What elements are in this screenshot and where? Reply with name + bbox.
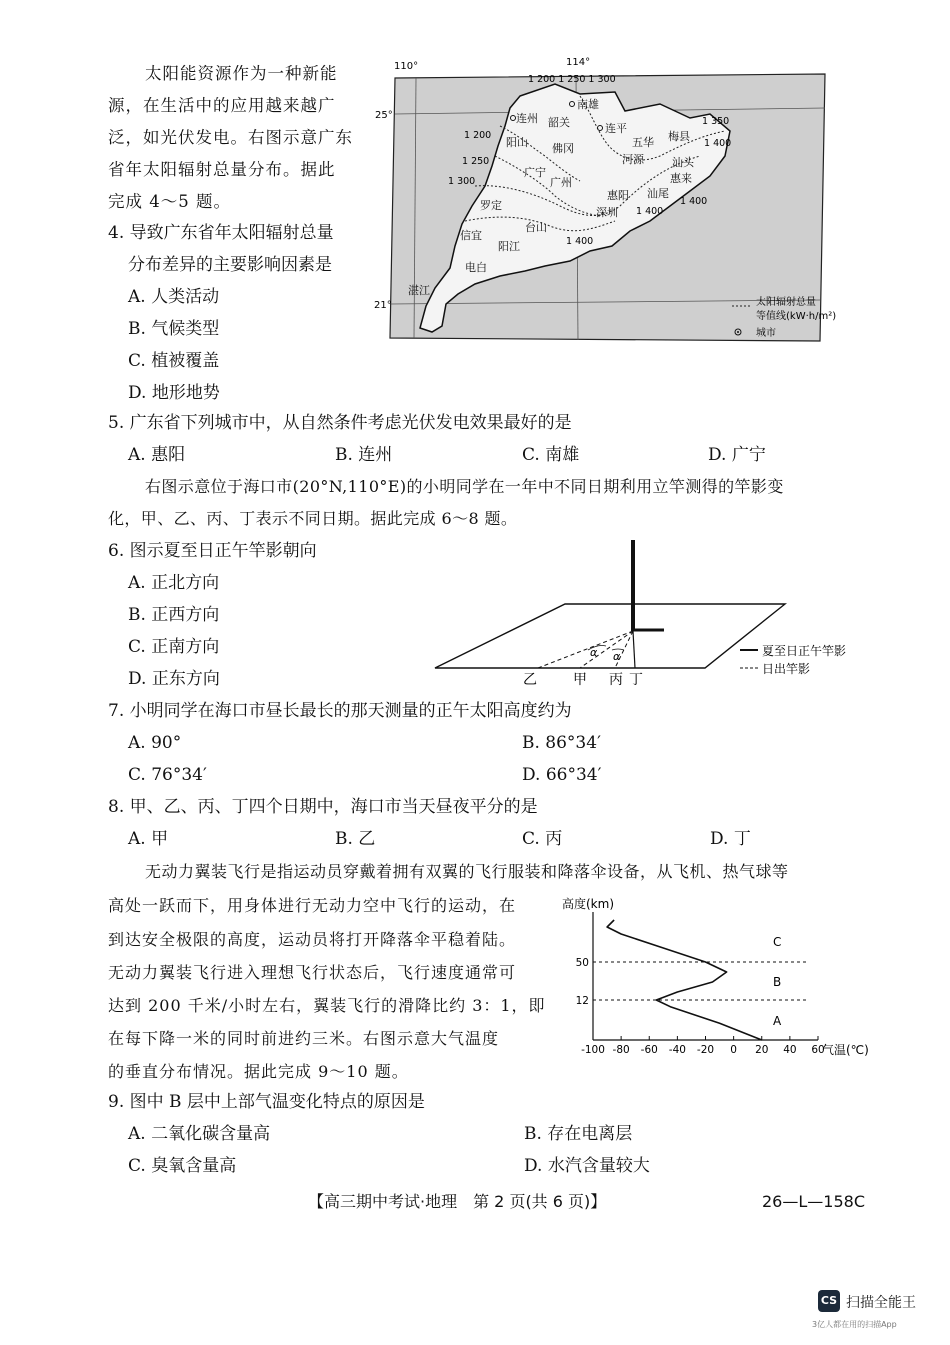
sunrise-shadow-ding: [633, 631, 635, 668]
city-xinyi: 信宜: [460, 229, 482, 242]
y-tick-label: 50: [575, 957, 589, 969]
q6-option-a: A. 正北方向: [128, 573, 220, 593]
city-shenzhen: 深圳: [596, 206, 618, 219]
x-tick-label: -60: [640, 1044, 658, 1056]
city-wuhua: 五华: [632, 136, 654, 149]
q7-option-a: A. 90°: [128, 733, 182, 753]
layer-label-b: B: [773, 975, 782, 989]
q8-option-d: D. 丁: [710, 829, 751, 849]
q8-option-a: A. 甲: [128, 829, 169, 849]
city-lianzhou: 连州: [516, 112, 538, 125]
city-guangzhou: 广州: [550, 176, 572, 189]
sunrise-shadow-jia: [580, 631, 633, 668]
guangdong-map: [374, 56, 880, 346]
isoline-label-1250: 1 250: [462, 156, 490, 167]
city-lianping: 连平: [605, 122, 627, 135]
passage1-line-2: 源，在生活中的应用越来越广: [108, 96, 336, 115]
isoline-label-1400-d: 1 400: [566, 236, 594, 247]
city-dianbai: 电白: [465, 261, 487, 274]
q8-stem: 8. 甲、乙、丙、丁四个日期中，海口市当天昼夜平分的是: [108, 797, 538, 817]
isoline-label-1200: 1 200: [464, 130, 492, 141]
q9-option-a: A. 二氧化碳含量高: [128, 1124, 271, 1144]
q6-stem: 6. 图示夏至日正午竿影朝向: [108, 541, 317, 561]
isoline-label-1400-c: 1 400: [636, 206, 664, 217]
x-tick-label: 0: [730, 1044, 737, 1056]
temperature-curve: [607, 920, 762, 1040]
q4-stem-2: 分布差异的主要影响因素是: [128, 255, 332, 275]
legend-city-label: 城市: [756, 328, 776, 339]
city-nanxiong: 南雄: [577, 98, 599, 111]
city-huilai: 惠来: [670, 172, 692, 185]
city-shanwei: 汕尾: [647, 187, 669, 200]
city-fogang: 佛冈: [552, 142, 574, 155]
x-tick-label: -100: [581, 1044, 605, 1056]
city-shaoguan: 韶关: [548, 116, 570, 129]
layer-label-c: C: [773, 935, 782, 949]
q4-option-a: A. 人类活动: [128, 287, 220, 307]
y-tick-label: 12: [575, 995, 589, 1007]
passage3-line-2: 高处一跃而下，用身体进行无动力空中飞行的运动，在: [108, 896, 517, 915]
city-zhanjiang: 湛江: [408, 284, 430, 297]
scanner-logo-icon: CS: [818, 1290, 840, 1312]
passage1-line-3: 泛，如光伏发电。右图示意广东: [108, 128, 353, 147]
angle-alpha-2: α: [613, 650, 621, 663]
q9-option-b: B. 存在电离层: [524, 1124, 633, 1144]
x-tick-label: -40: [668, 1044, 686, 1056]
footer-code: 26—L—158C: [762, 1192, 865, 1211]
x-tick-label: -80: [612, 1044, 630, 1056]
top-isoline-values: 1 200 1 250 1 300: [528, 74, 616, 85]
legend-dashed-label: 日出竿影: [762, 662, 811, 676]
q7-option-c: C. 76°34′: [128, 765, 207, 785]
isoline-label-1300: 1 300: [448, 176, 476, 187]
point-ding: 丁: [629, 672, 643, 688]
q7-option-d: D. 66°34′: [522, 765, 602, 785]
point-yi: 乙: [523, 672, 537, 688]
legend-isoline-unit: 等值线(kW·h/m²): [756, 311, 837, 322]
q8-option-b: B. 乙: [335, 829, 376, 849]
passage3-line-5: 达到 200 千米/小时左右，翼装飞行的滑降比约 3：1，即: [108, 996, 546, 1015]
scanner-tagline: 3亿人都在用的扫描App: [812, 1320, 897, 1329]
isoline-label-1400-a: 1 400: [704, 138, 732, 149]
lat-21-label: 21°: [374, 300, 392, 311]
q7-option-b: B. 86°34′: [522, 733, 601, 753]
lon-114-label: 114°: [566, 57, 591, 68]
q4-option-c: C. 植被覆盖: [128, 351, 220, 371]
temperature-chart-svg: [560, 890, 885, 1065]
passage3-line-4: 无动力翼装飞行进入理想飞行状态后，飞行速度通常可: [108, 963, 517, 982]
angle-alpha-1: α: [590, 646, 598, 659]
q9-option-c: C. 臭氧含量高: [128, 1156, 237, 1176]
passage3-line-6: 在每下降一米的同时前进约三米。右图示意大气温度: [108, 1029, 500, 1048]
city-meixian: 梅县: [668, 130, 690, 143]
legend-isoline-label: 太阳辐射总量: [756, 297, 816, 308]
city-taishan: 台山: [525, 221, 547, 234]
scanner-app-name: 扫描全能王: [846, 1295, 916, 1311]
city-guangning: 广宁: [524, 166, 546, 179]
x-tick-label: 20: [755, 1044, 769, 1056]
q4-stem-1: 4. 导致广东省年太阳辐射总量: [108, 223, 334, 243]
y-axis-label: 高度(km): [562, 897, 615, 911]
city-yangshan: 阳山: [506, 136, 528, 149]
city-yangjiang: 阳江: [498, 240, 520, 253]
q9-stem: 9. 图中 B 层中上部气温变化特点的原因是: [108, 1092, 425, 1112]
q6-option-c: C. 正南方向: [128, 637, 220, 657]
q9-option-d: D. 水汽含量较大: [524, 1156, 650, 1176]
passage1-line-4: 省年太阳辐射总量分布。据此: [108, 160, 336, 179]
isoline-label-1400-b: 1 400: [680, 196, 708, 207]
isoline-label-1350: 1 350: [702, 116, 730, 127]
passage2-line-2: 化，甲、乙、丙、丁表示不同日期。据此完成 6～8 题。: [108, 509, 518, 528]
passage3-line-3: 到达安全极限的高度，运动员将打开降落伞平稳着陆。: [108, 930, 517, 949]
ground-plane: [435, 604, 785, 668]
q6-option-d: D. 正东方向: [128, 669, 220, 689]
x-tick-label: 60: [811, 1044, 825, 1056]
layer-label-a: A: [773, 1014, 782, 1028]
q6-option-b: B. 正西方向: [128, 605, 220, 625]
passage3-line-7: 的垂直分布情况。据此完成 9～10 题。: [108, 1062, 409, 1081]
lon-110-label: 110°: [394, 61, 419, 72]
city-heyuan: 河源: [622, 153, 644, 166]
x-tick-label: -20: [696, 1044, 715, 1056]
q8-option-c: C. 丙: [522, 829, 563, 849]
passage3-line-1: 无动力翼装飞行是指运动员穿戴着拥有双翼的飞行服装和降落伞设备，从飞机、热气球等: [145, 862, 789, 881]
q5-stem: 5. 广东省下列城市中，从自然条件考虑光伏发电效果最好的是: [108, 413, 572, 433]
city-shantou: 汕头: [672, 156, 694, 169]
passage1-line-1: 太阳能资源作为一种新能: [145, 64, 338, 83]
shadow-figure-svg: [430, 538, 880, 688]
q5-option-b: B. 连州: [335, 445, 393, 465]
legend-solid-label: 夏至日正午竿影: [762, 644, 847, 658]
x-tick-label: 40: [783, 1044, 797, 1056]
q5-option-a: A. 惠阳: [128, 445, 186, 465]
passage2-line-1: 右图示意位于海口市(20°N,110°E)的小明同学在一年中不同日期利用立竿测得的竿影变: [145, 477, 784, 496]
guangdong-map-svg: [374, 56, 880, 346]
temperature-chart: [560, 890, 885, 1065]
q5-option-c: C. 南雄: [522, 445, 580, 465]
lat-25-label: 25°: [375, 110, 393, 121]
legend-city-icon-dot: [737, 331, 739, 333]
city-huiyang: 惠阳: [607, 189, 629, 202]
q5-option-d: D. 广宁: [708, 445, 766, 465]
passage1-line-5: 完成 4～5 题。: [108, 192, 231, 211]
point-jia: 甲: [573, 672, 587, 688]
x-axis-label: 气温(℃): [822, 1043, 869, 1057]
city-luoding: 罗定: [480, 199, 502, 212]
q4-option-d: D. 地形地势: [128, 383, 220, 403]
shadow-figure: [430, 538, 880, 688]
q4-option-b: B. 气候类型: [128, 319, 220, 339]
point-bing: 丙: [609, 672, 623, 688]
q7-stem: 7. 小明同学在海口市昼长最长的那天测量的正午太阳高度约为: [108, 701, 572, 721]
footer-title: 【高三期中考试·地理 第 2 页(共 6 页)】: [308, 1192, 607, 1211]
